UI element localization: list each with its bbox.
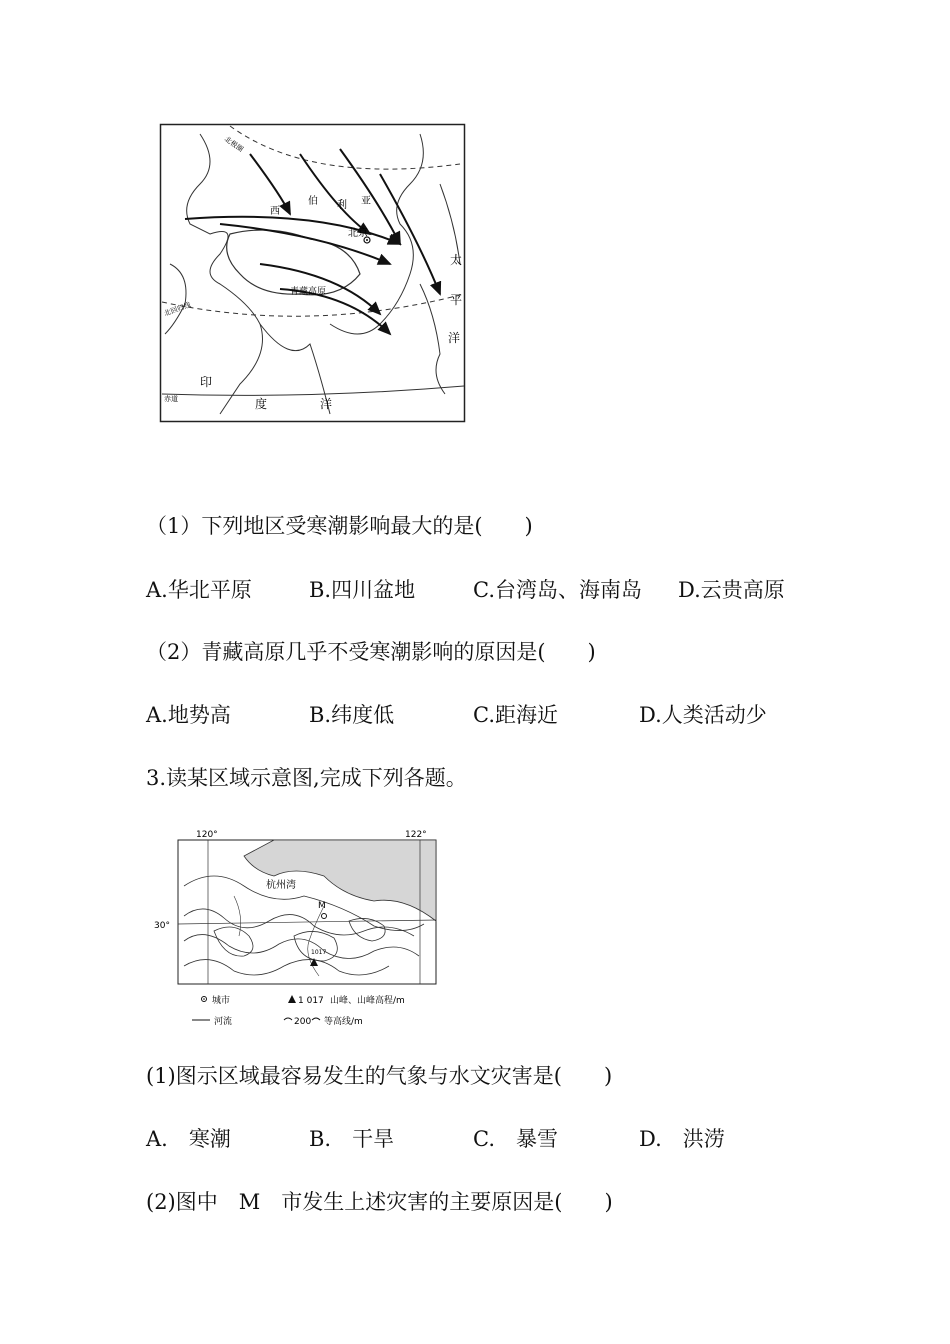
q2-2-option-d[interactable]: D.人类活动少 — [639, 703, 767, 727]
q2-2-option-c[interactable]: C.距海近 — [473, 703, 558, 727]
q2-1-stem: （1）下列地区受寒潮影响最大的是( ) — [146, 514, 533, 538]
q3-1-option-b[interactable]: B. 干旱 — [309, 1127, 395, 1151]
legend-peak-icon — [288, 995, 296, 1003]
legend-city: 城市 — [212, 996, 231, 1006]
lon-120: 120° — [196, 830, 218, 840]
q2-1-option-c[interactable]: C.台湾岛、海南岛 — [473, 578, 642, 602]
q2-1-option-b[interactable]: B.四川盆地 — [309, 578, 416, 602]
label-arctic: 北极圈 — [222, 135, 245, 154]
lon-122: 122° — [405, 830, 427, 840]
q3-1-stem: (1)图示区域最容易发生的气象与水文灾害是( ) — [146, 1064, 613, 1088]
q3-1-option-a[interactable]: A. 寒潮 — [146, 1127, 231, 1151]
label-peak-value: 1017 — [311, 949, 327, 956]
q2-1-option-d[interactable]: D.云贵高原 — [678, 578, 785, 602]
label-hangzhou-bay: 杭州湾 — [266, 880, 296, 891]
label-ya: 亚 — [361, 196, 371, 207]
label-xi: 西 — [270, 206, 280, 217]
q3-1-option-d[interactable]: D. 洪涝 — [639, 1127, 725, 1151]
label-yin: 印 — [200, 375, 213, 389]
label-li: 利 — [337, 200, 347, 211]
legend-peak-value: 1 017 — [298, 996, 324, 1006]
label-qingzang: 青藏高原 — [290, 287, 327, 297]
q3-title: 3.读某区域示意图,完成下列各题。 — [146, 766, 467, 790]
label-du: 度 — [255, 397, 268, 411]
label-tropic: 北回归线 — [162, 300, 192, 318]
label-equator: 赤道 — [164, 395, 178, 403]
q3-2-stem: (2)图中 M 市发生上述灾害的主要原因是( ) — [146, 1190, 613, 1214]
q2-2-option-b[interactable]: B.纬度低 — [309, 703, 395, 727]
legend-river: 河流 — [214, 1017, 233, 1027]
q2-2-stem: （2）青藏高原几乎不受寒潮影响的原因是( ) — [146, 640, 596, 664]
q2-2-option-a[interactable]: A.地势高 — [146, 703, 231, 727]
label-m-city: M — [318, 901, 326, 911]
q2-1-option-a[interactable]: A.华北平原 — [146, 578, 252, 602]
legend-peak: 山峰、山峰高程/m — [330, 996, 405, 1006]
label-ping: 平 — [450, 293, 463, 307]
q3-1-option-c[interactable]: C. 暴雪 — [473, 1127, 558, 1151]
legend-contour-value: 200 — [294, 1017, 312, 1027]
label-yang: 洋 — [448, 331, 461, 345]
legend-contour-icon — [284, 1018, 292, 1020]
cold-wave-map — [160, 124, 465, 422]
label-beijing: 北京 — [348, 228, 368, 239]
label-yang2: 洋 — [320, 397, 333, 411]
hangzhou-bay-map — [154, 826, 440, 1028]
legend-contour: 等高线/m — [324, 1017, 363, 1027]
label-bo: 伯 — [308, 196, 318, 207]
lat-30: 30° — [154, 921, 170, 931]
label-tai: 太 — [450, 253, 463, 267]
